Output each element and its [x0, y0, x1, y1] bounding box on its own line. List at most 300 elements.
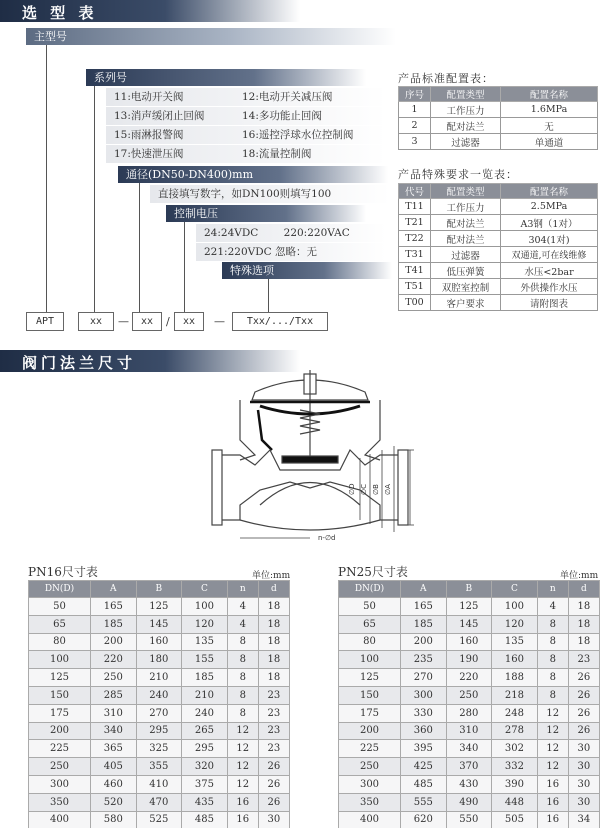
cell: 配对法兰 — [431, 215, 501, 231]
cell: 405 — [91, 758, 137, 776]
special-config-table — [398, 183, 598, 311]
cell: 16 — [537, 793, 568, 811]
cell: 185 — [182, 669, 228, 687]
code-series: xx — [78, 312, 114, 331]
special-options-bar: 特殊选项 — [222, 262, 392, 279]
table-row — [29, 598, 290, 616]
cell: 300 — [339, 775, 401, 793]
cell: 240 — [136, 686, 182, 704]
connector-apt — [46, 45, 47, 312]
cell: 185 — [91, 615, 137, 633]
cell: 395 — [401, 740, 447, 758]
cell: 330 — [401, 704, 447, 722]
cell: T31 — [399, 247, 431, 263]
cell: 过滤器 — [431, 134, 501, 150]
col-header: 配置类型 — [431, 184, 501, 199]
cell: 150 — [339, 686, 401, 704]
col-header: n — [227, 581, 258, 598]
cell: 23 — [258, 740, 289, 758]
section-header-selection — [0, 0, 300, 22]
cell: T21 — [399, 215, 431, 231]
cell: 225 — [339, 740, 401, 758]
table-row — [29, 775, 290, 793]
code-apt: APT — [26, 312, 64, 331]
cell: 外供操作水压 — [501, 279, 598, 295]
cell: 188 — [492, 669, 538, 687]
col-header: B — [136, 581, 182, 598]
cell: 150 — [29, 686, 91, 704]
cell: 34 — [568, 811, 599, 828]
cell: 425 — [401, 758, 447, 776]
table-row — [339, 651, 600, 669]
cell: 470 — [136, 793, 182, 811]
cell: 80 — [339, 633, 401, 651]
cell: 18 — [568, 598, 599, 616]
cell: 270 — [401, 669, 447, 687]
cell: 12 — [227, 758, 258, 776]
dn-note: 直接填写数字，如DN100则填写100 — [150, 185, 390, 203]
table-row — [29, 758, 290, 776]
main-model-bar: 主型号 — [26, 28, 396, 45]
cell: 302 — [492, 740, 538, 758]
cell: 23 — [258, 722, 289, 740]
cell: 550 — [446, 811, 492, 828]
connector-ctrl — [184, 222, 185, 312]
table-row — [339, 686, 600, 704]
cell: 客户要求 — [431, 295, 501, 311]
cell: 4 — [227, 598, 258, 616]
ctrl-voltage-220: 220:220VAC — [283, 227, 350, 239]
cell: 520 — [91, 793, 137, 811]
table-header-row — [29, 581, 290, 598]
cell: 175 — [29, 704, 91, 722]
cell: 12 — [227, 740, 258, 758]
cell: 4 — [537, 598, 568, 616]
pn16-unit: 单位:mm — [252, 571, 291, 581]
cell: 620 — [401, 811, 447, 828]
pn25-table — [338, 580, 600, 828]
col-header: 配置名称 — [501, 184, 598, 199]
col-header: n — [537, 581, 568, 598]
cell: 26 — [568, 722, 599, 740]
cell: 12 — [537, 722, 568, 740]
col-header: DN(D) — [339, 581, 401, 598]
connector-series — [94, 86, 95, 312]
cell: 12 — [227, 775, 258, 793]
table-row — [399, 263, 598, 279]
cell: 26 — [568, 669, 599, 687]
cell: 485 — [401, 775, 447, 793]
special-config-title: 产品特殊要求一览表： — [398, 168, 518, 181]
cell: 23 — [568, 651, 599, 669]
cell: 375 — [182, 775, 228, 793]
cell: A3钢（1对） — [501, 215, 598, 231]
cell: 300 — [401, 686, 447, 704]
cell: 30 — [568, 793, 599, 811]
cell: 218 — [492, 686, 538, 704]
cell: 250 — [446, 686, 492, 704]
cell: 18 — [258, 651, 289, 669]
cell: T00 — [399, 295, 431, 311]
table-row — [399, 231, 598, 247]
cell: 250 — [339, 758, 401, 776]
cell: 350 — [29, 793, 91, 811]
cell: 2.5MPa — [501, 199, 598, 215]
standard-config-table — [398, 86, 598, 150]
pn25-title: PN25尺寸表 — [338, 565, 408, 579]
table-row — [399, 199, 598, 215]
cell: 145 — [136, 615, 182, 633]
cell: 65 — [339, 615, 401, 633]
col-header: 配置类型 — [431, 87, 501, 102]
cell: 120 — [182, 615, 228, 633]
cell: 225 — [29, 740, 91, 758]
series-item: 13:消声缓闭止回阀 — [114, 110, 205, 122]
col-header: C — [492, 581, 538, 598]
valve-cross-section-diagram — [200, 370, 420, 550]
code-slash: / — [166, 315, 170, 328]
table-row — [339, 704, 600, 722]
cell: 23 — [258, 704, 289, 722]
cell: 120 — [492, 615, 538, 633]
table-row — [399, 118, 598, 134]
cell: 304(1对) — [501, 231, 598, 247]
series-item: 18:流量控制阀 — [242, 148, 312, 160]
col-header: d — [568, 581, 599, 598]
cell: 350 — [339, 793, 401, 811]
cell: 200 — [91, 633, 137, 651]
cell: 310 — [91, 704, 137, 722]
cell: 160 — [492, 651, 538, 669]
connector-special — [268, 279, 269, 312]
cell: 210 — [182, 686, 228, 704]
code-dn: xx — [132, 312, 162, 331]
table-row — [339, 775, 600, 793]
table-row — [29, 651, 290, 669]
table-row — [339, 811, 600, 828]
col-header: 序号 — [399, 87, 431, 102]
cell: 12 — [227, 722, 258, 740]
cell: 325 — [136, 740, 182, 758]
cell: 无 — [501, 118, 598, 134]
cell: 4 — [227, 615, 258, 633]
cell: 8 — [227, 651, 258, 669]
col-header: A — [91, 581, 137, 598]
col-header: B — [446, 581, 492, 598]
cell: 200 — [29, 722, 91, 740]
cell: 26 — [258, 775, 289, 793]
cell: 配对法兰 — [431, 231, 501, 247]
cell: 365 — [91, 740, 137, 758]
ctrl-voltage-line1 — [196, 224, 386, 242]
cell: 390 — [492, 775, 538, 793]
cell: 双通道,可在线维修 — [501, 247, 598, 263]
cell: 8 — [537, 615, 568, 633]
cell: 100 — [29, 651, 91, 669]
cell: 26 — [568, 686, 599, 704]
cell: 295 — [136, 722, 182, 740]
cell: 295 — [182, 740, 228, 758]
table-row — [399, 247, 598, 263]
cell: 210 — [136, 669, 182, 687]
table-row — [29, 704, 290, 722]
cell: 30 — [568, 775, 599, 793]
connector-dn — [139, 183, 140, 312]
dn-bar: 通径(DN50-DN400)mm — [118, 166, 388, 183]
section-header-flange — [0, 350, 300, 372]
cell: 12 — [537, 758, 568, 776]
cell: 265 — [182, 722, 228, 740]
table-row — [339, 615, 600, 633]
cell: 1.6MPa — [501, 102, 598, 118]
cell: 200 — [339, 722, 401, 740]
cell: 16 — [227, 811, 258, 828]
cell: 1 — [399, 102, 431, 118]
series-row — [106, 88, 386, 106]
section-title-selection: 选 型 表 — [22, 4, 98, 22]
dim-label-C: ∅C — [360, 484, 368, 495]
table-row — [29, 740, 290, 758]
cell: 18 — [258, 615, 289, 633]
cell: 125 — [29, 669, 91, 687]
cell: 18 — [258, 633, 289, 651]
cell: 16 — [537, 775, 568, 793]
col-header: A — [401, 581, 447, 598]
cell: 26 — [258, 758, 289, 776]
series-row — [106, 126, 386, 144]
series-item: 12:电动开关减压阀 — [242, 91, 333, 103]
cell: 180 — [136, 651, 182, 669]
cell: 460 — [91, 775, 137, 793]
table-row — [339, 722, 600, 740]
cell: 160 — [446, 633, 492, 651]
series-item: 15:雨淋报警阀 — [114, 129, 184, 141]
table-row — [339, 669, 600, 687]
cell: 250 — [29, 758, 91, 776]
col-header: DN(D) — [29, 581, 91, 598]
cell: 8 — [537, 651, 568, 669]
cell: 2 — [399, 118, 431, 134]
cell: T22 — [399, 231, 431, 247]
pn25-unit: 单位:mm — [560, 571, 599, 581]
cell: 30 — [568, 758, 599, 776]
ctrl-voltage-24: 24:24VDC — [204, 227, 259, 239]
cell: 165 — [91, 598, 137, 616]
cell: 185 — [401, 615, 447, 633]
cell: 8 — [537, 686, 568, 704]
pn16-title: PN16尺寸表 — [28, 565, 98, 579]
cell: 125 — [339, 669, 401, 687]
cell: 18 — [258, 598, 289, 616]
cell: 100 — [339, 651, 401, 669]
cell: 低压弹簧 — [431, 263, 501, 279]
series-bar: 系列号 — [86, 69, 366, 86]
code-ctrl: xx — [174, 312, 204, 331]
section-title-flange: 阀门法兰尺寸 — [22, 354, 137, 372]
cell: 435 — [182, 793, 228, 811]
cell: 430 — [446, 775, 492, 793]
cell: 工作压力 — [431, 102, 501, 118]
table-header-row — [339, 581, 600, 598]
pn16-table — [28, 580, 290, 828]
table-row — [339, 598, 600, 616]
table-row — [29, 793, 290, 811]
cell: 400 — [339, 811, 401, 828]
cell: 310 — [446, 722, 492, 740]
table-row — [29, 686, 290, 704]
cell: 16 — [537, 811, 568, 828]
col-header: d — [258, 581, 289, 598]
cell: 580 — [91, 811, 137, 828]
cell: 12 — [537, 704, 568, 722]
series-row — [106, 145, 386, 163]
series-row — [106, 107, 386, 125]
cell: 50 — [29, 598, 91, 616]
cell: 过滤器 — [431, 247, 501, 263]
cell: 8 — [537, 669, 568, 687]
dim-label-D: ∅D — [348, 483, 356, 495]
control-voltage-bar: 控制电压 — [166, 205, 366, 222]
cell: 280 — [446, 704, 492, 722]
cell: 410 — [136, 775, 182, 793]
cell: 490 — [446, 793, 492, 811]
cell: 30 — [568, 740, 599, 758]
cell: 190 — [446, 651, 492, 669]
cell: 235 — [401, 651, 447, 669]
cell: 285 — [91, 686, 137, 704]
dim-label-A: ∅A — [384, 484, 392, 495]
table-row — [339, 633, 600, 651]
cell: 165 — [401, 598, 447, 616]
table-row — [399, 215, 598, 231]
code-dash: — — [118, 315, 129, 328]
cell: 175 — [339, 704, 401, 722]
cell: 220 — [446, 669, 492, 687]
ctrl-voltage-line2: 221:220VDC 忽略：无 — [196, 243, 386, 261]
code-special: Txx/.../Txx — [232, 312, 328, 331]
cell: 332 — [492, 758, 538, 776]
cell: 18 — [258, 669, 289, 687]
cell: 355 — [136, 758, 182, 776]
cell: 300 — [29, 775, 91, 793]
table-row — [339, 740, 600, 758]
table-row — [29, 633, 290, 651]
cell: 340 — [446, 740, 492, 758]
cell: 145 — [446, 615, 492, 633]
cell: T11 — [399, 199, 431, 215]
cell: 50 — [339, 598, 401, 616]
cell: 双腔室控制 — [431, 279, 501, 295]
cell: 12 — [537, 740, 568, 758]
cell: 160 — [136, 633, 182, 651]
cell: 125 — [136, 598, 182, 616]
cell: 360 — [401, 722, 447, 740]
table-row — [339, 793, 600, 811]
cell: 555 — [401, 793, 447, 811]
cell: 100 — [492, 598, 538, 616]
cell: 8 — [227, 633, 258, 651]
series-item: 11:电动开关阀 — [114, 91, 184, 103]
series-item: 17:快速泄压阀 — [114, 148, 184, 160]
code-dash: — — [214, 315, 225, 328]
cell: 18 — [568, 615, 599, 633]
table-row — [399, 279, 598, 295]
cell: 525 — [136, 811, 182, 828]
cell: 200 — [401, 633, 447, 651]
table-row — [339, 758, 600, 776]
dim-label-B: ∅B — [372, 484, 380, 495]
cell: 65 — [29, 615, 91, 633]
cell: 248 — [492, 704, 538, 722]
cell: 278 — [492, 722, 538, 740]
cell: 320 — [182, 758, 228, 776]
cell: 18 — [568, 633, 599, 651]
cell: 155 — [182, 651, 228, 669]
cell: 8 — [227, 686, 258, 704]
cell: 工作压力 — [431, 199, 501, 215]
cell: 270 — [136, 704, 182, 722]
cell: 16 — [227, 793, 258, 811]
col-header: 配置名称 — [501, 87, 598, 102]
cell: 135 — [182, 633, 228, 651]
cell: 23 — [258, 686, 289, 704]
cell: T51 — [399, 279, 431, 295]
col-header: C — [182, 581, 228, 598]
cell: 340 — [91, 722, 137, 740]
cell: 26 — [258, 793, 289, 811]
cell: 220 — [91, 651, 137, 669]
cell: 485 — [182, 811, 228, 828]
table-row — [399, 134, 598, 150]
cell: 135 — [492, 633, 538, 651]
col-header: 代号 — [399, 184, 431, 199]
cell: 请附图表 — [501, 295, 598, 311]
cell: 水压<2bar — [501, 263, 598, 279]
cell: 8 — [227, 669, 258, 687]
cell: 80 — [29, 633, 91, 651]
series-list — [106, 88, 386, 164]
standard-config-title: 产品标准配置表： — [398, 72, 494, 85]
cell: 26 — [568, 704, 599, 722]
cell: T41 — [399, 263, 431, 279]
cell: 8 — [227, 704, 258, 722]
cell: 370 — [446, 758, 492, 776]
table-row — [29, 669, 290, 687]
cell: 单通道 — [501, 134, 598, 150]
series-item: 16:遥控浮球水位控制阀 — [242, 129, 354, 141]
table-row — [29, 615, 290, 633]
table-row — [29, 722, 290, 740]
cell: 3 — [399, 134, 431, 150]
table-row — [399, 295, 598, 311]
cell: 配对法兰 — [431, 118, 501, 134]
cell: 125 — [446, 598, 492, 616]
cell: 8 — [537, 633, 568, 651]
table-header-row — [399, 184, 598, 199]
table-row — [399, 102, 598, 118]
cell: 240 — [182, 704, 228, 722]
cell: 400 — [29, 811, 91, 828]
series-item: 14:多功能止回阀 — [242, 110, 322, 122]
dim-label-nd: n-∅d — [318, 534, 336, 542]
table-header-row — [399, 87, 598, 102]
cell: 100 — [182, 598, 228, 616]
table-row — [29, 811, 290, 828]
cell: 30 — [258, 811, 289, 828]
cell: 448 — [492, 793, 538, 811]
cell: 250 — [91, 669, 137, 687]
cell: 505 — [492, 811, 538, 828]
